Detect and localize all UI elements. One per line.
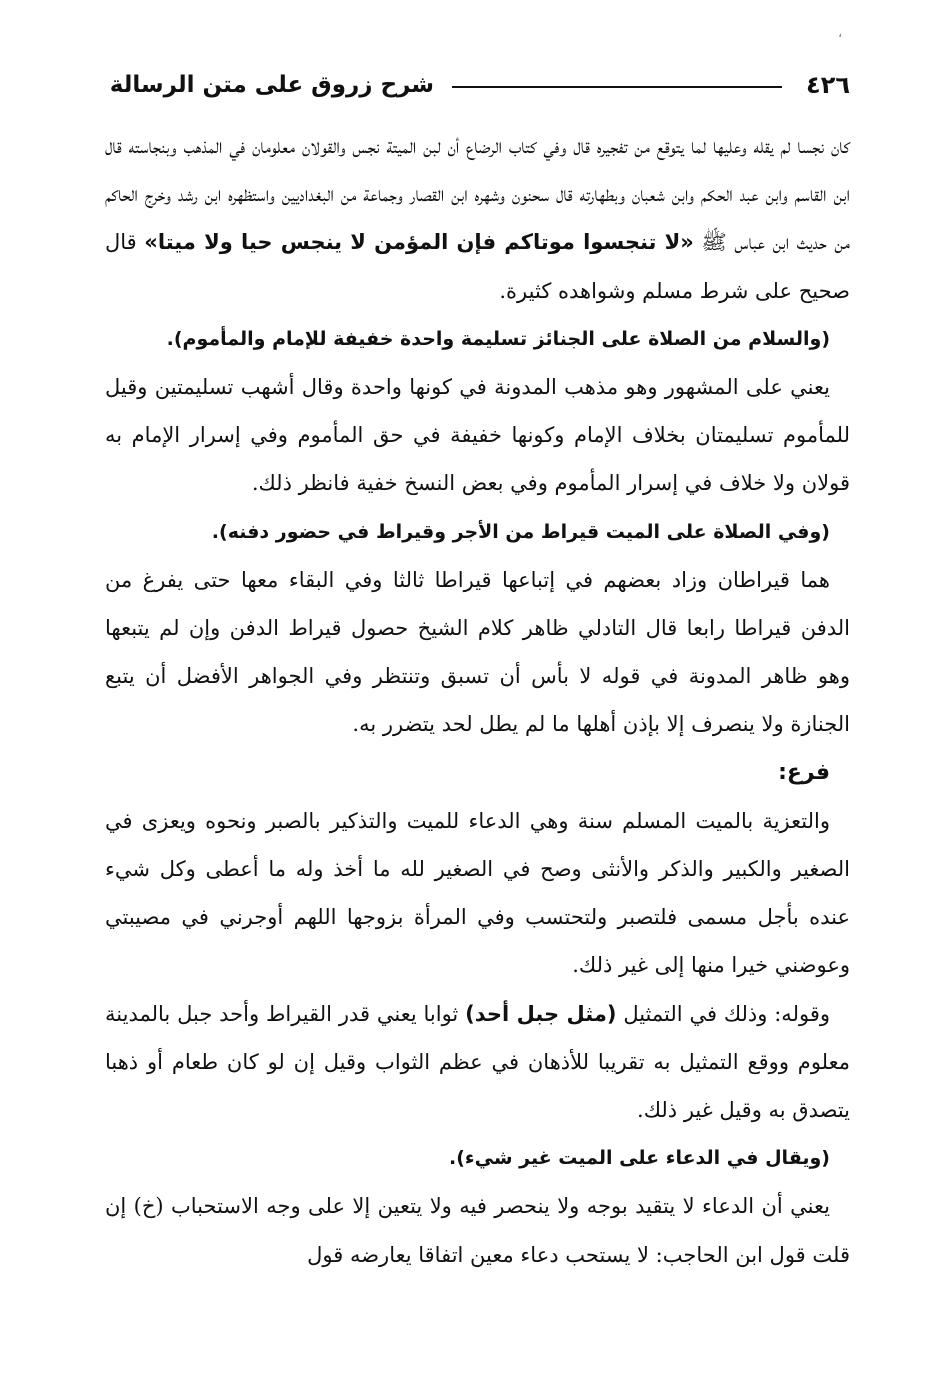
- page-header: [105, 62, 850, 108]
- paragraph-3: هما قيراطان وزاد بعضهم في إتباعها قيراطا ثالثا وفي البقاء معها حتى يفرغ من الدفن قيراطا رابعا قال التادلي ظاهر كلام الشيخ حصول قيراط الدفن وإن لم يتبعها وهو ظاهر المدونة في قوله لا بأس أن تسبق وتنتظر وفي الجواهر الأفضل أن يتبع الجنازة ولا ينصرف إلا بإذن أهلها ما لم يطل لحد يتضرر به.: [105, 567, 850, 737]
- paragraph-5-text-a: وقوله: وذلك في التمثيل: [616, 1001, 830, 1026]
- paragraph-1: [105, 122, 850, 315]
- corner-mark: ،: [838, 26, 843, 41]
- paragraph-5: [105, 990, 850, 1135]
- paragraph-1-text-b: قال صحيح على شرط مسلم وشواهده كثيرة.: [105, 230, 850, 303]
- paragraph-2: يعني على المشهور وهو مذهب المدونة في كونها واحدة وقال أشهب تسليمتين وقيل للمأموم تسليمتان بخلاف الإمام وكونها خفيفة في حق المأموم وفي إسرار الإمام به قولان ولا خلاف في إسرار المأموم وفي بعض النسخ خفية فانظر ذلك.: [105, 375, 850, 496]
- subheading-far: فرع:: [778, 759, 830, 785]
- header-rule: [452, 86, 782, 88]
- running-title: شرح زروق على متن الرسالة: [109, 72, 435, 98]
- paragraph-4: والتعزية بالميت المسلم سنة وهي الدعاء للميت والتذكير بالصبر ونحوه ويعزى في الصغير والكبير والذكر والأنثى وصح في الصغير لله ما أخذ وله ما أعطى وكل شيء عنده بأجل مسمى فلتصبر ولتحتسب وفي المرأة بزوجها اللهم أوجرني في مصيبتي وعوضني خيرا منها إلى غير ذلك.: [105, 808, 850, 978]
- paragraph-1-text-a: كان نجسا لم يقله وعليها لما يتوقع من تفجيره قال وفي كتاب الرضاع أن لبن الميتة نجس والقولان معلومان في المذهب وبنجاسته قال ابن القاسم وابن عبد الحكم وابن شعبان وبطهارته قال سحنون وشهره ابن القصار وجماعة من البغداديين واستظهره ابن رشد وخرج الحاكم من حديث ابن عباس ﷺ: [105, 134, 850, 255]
- mountain-uhud-phrase: (مثل جبل أحد): [465, 1001, 617, 1026]
- section-heading-dua: (ويقال في الدعاء على الميت غير شيء).: [448, 1147, 830, 1170]
- body-text: [105, 122, 850, 1279]
- paragraph-6: يعني أن الدعاء لا يتقيد بوجه ولا ينحصر فيه ولا يتعين إلا على وجه الاستحباب (خ) إن قلت قول ابن الحاجب: لا يستحب دعاء معين اتفاقا يعارضه قول: [105, 1194, 850, 1267]
- section-heading-qirat: (وفي الصلاة على الميت قيراط من الأجر وقيراط في حضور دفنه).: [211, 520, 830, 543]
- paragraph-5-text-b: ثوابا يعني قدر القيراط وأحد جبل بالمدينة معلوم ووقع التمثيل به تقريبا للأذهان في عظم الثواب وقيل إن لو كان طعام أو ذهبا يتصدق به وقيل غير ذلك.: [105, 1001, 850, 1123]
- hadith-quote: «لا تنجسوا موتاكم فإن المؤمن لا ينجس حيا ولا ميتا»: [144, 230, 694, 255]
- page-number: ٤٢٦: [806, 71, 850, 99]
- section-heading-salam: (والسلام من الصلاة على الجنائز تسليمة واحدة خفيفة للإمام والمأموم).: [166, 327, 830, 350]
